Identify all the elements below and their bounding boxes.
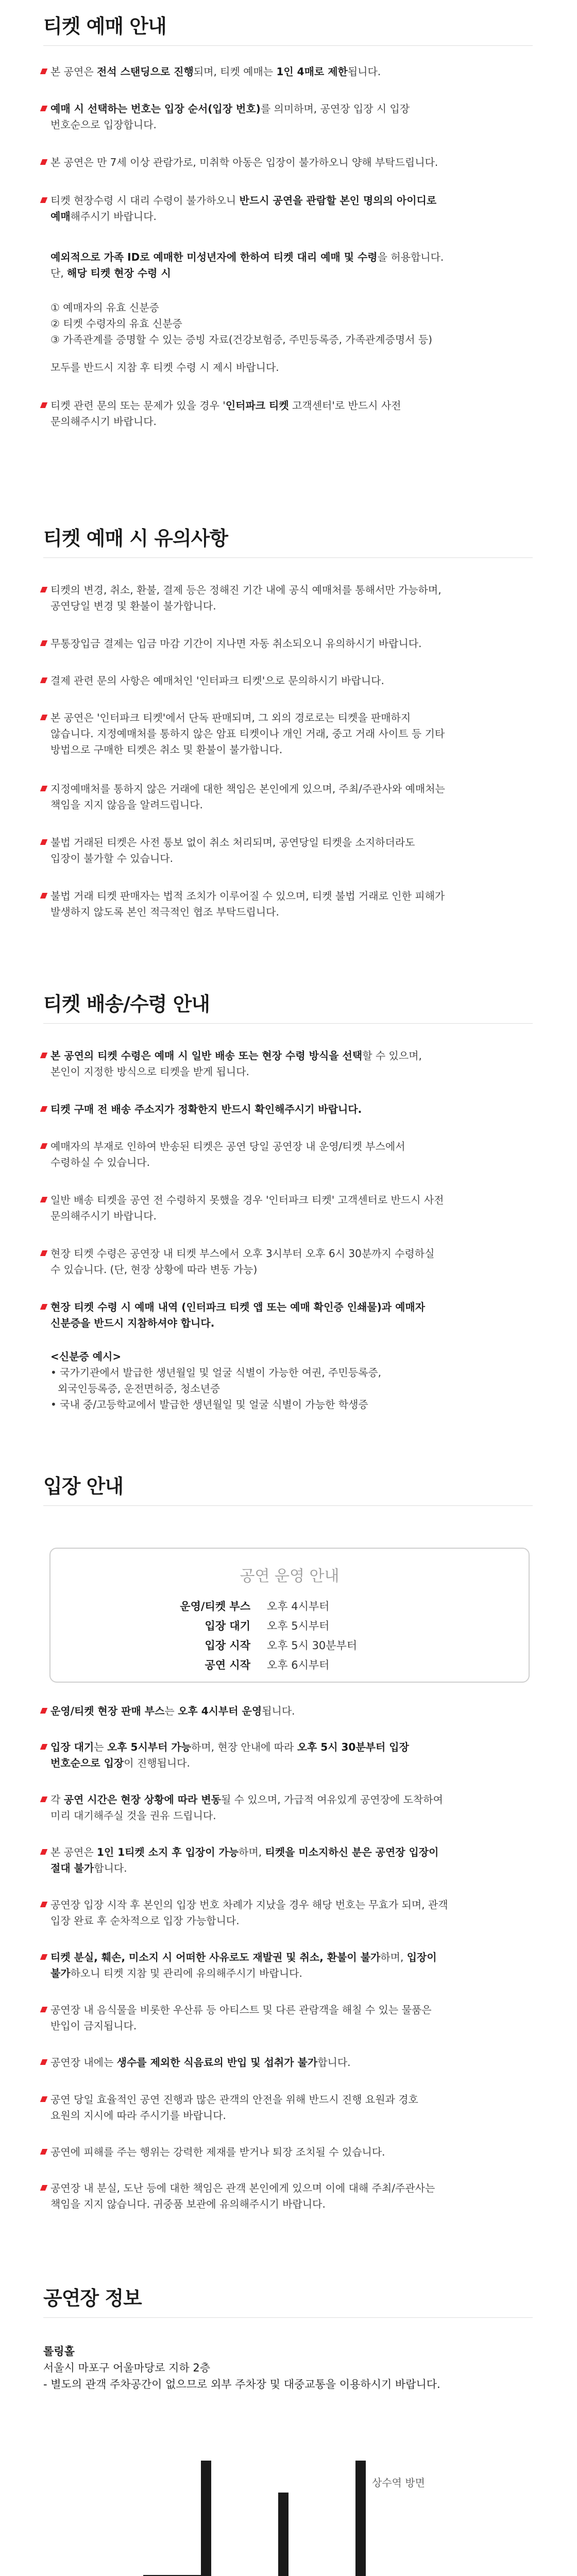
list-item: 각 공연 시간은 현장 상황에 따라 변동될 수 있으며, 가급적 여유있게 공연장에 도착하여 미리 대기해주실 것을 권유 드립니다.	[50, 1792, 535, 1824]
list-item: 불법 거래된 티켓은 사전 통보 없이 취소 처리되며, 공연당일 티켓을 소지하더라도 입장이 불가할 수 있습니다.	[50, 835, 535, 867]
list-item: 지정예매처를 통하지 않은 거래에 대한 책임은 본인에게 있으며, 주최/주관사와 예매처는 책임을 지지 않음을 알려드립니다.	[50, 781, 535, 813]
list-item: 무통장입금 결제는 입금 마감 기간이 지나면 자동 취소되오니 유의하시기 바랍니다.	[50, 636, 535, 652]
bullet-icon	[40, 786, 47, 791]
bullet-icon	[40, 1143, 47, 1149]
list-item: 본 공연은 '인터파크 티켓'에서 단독 판매되며, 그 외의 경로로는 티켓을 판매하지 않습니다. 지정예매처를 통하지 않은 암표 티켓이나 개인 거래, 중고 거래 사이트 등 기타 방법으로 구매한 티켓은 취소 및 환불이 불가합니다.	[50, 710, 535, 758]
venue-note: - 별도의 관객 주차공간이 없으므로 외부 주차장 및 대중교통을 이용하시기 바랍니다.	[43, 2378, 440, 2391]
list-item: 본 공연은 만 7세 이상 관람가로, 미취학 아동은 입장이 불가하오니 양해 부탁드립니다.	[50, 155, 535, 171]
list-item: 공연장 내 분실, 도난 등에 대한 책임은 관객 본인에게 있으며 이에 대해 주최/주관사는 책임을 지지 않습니다. 귀중품 보관에 유의해주시기 바랍니다.	[50, 2180, 535, 2212]
list-item: 불법 거래 티켓 판매자는 법적 조치가 이루어질 수 있으며, 티켓 불법 거래로 인한 피해가 발생하지 않도록 본인 적극적인 협조 부탁드립니다.	[50, 888, 535, 920]
bullet-icon	[40, 1197, 47, 1202]
list-item: 본 공연은 전석 스탠딩으로 진행되며, 티켓 예매는 1인 4매로 제한됩니다.	[50, 64, 535, 80]
bullet-icon	[40, 1744, 47, 1750]
bullet-icon	[40, 893, 47, 899]
list-item: ① 예매자의 유효 신분증 ② 티켓 수령자의 유효 신분증 ③ 가족관계를 증명할 수 있는 증빙 자료(건강보험증, 주민등록증, 가족관계증명서 등)	[50, 301, 433, 346]
bullet-icon	[40, 2096, 47, 2102]
list-item: 공연 당일 효율적인 공연 진행과 많은 관객의 안전을 위해 반드시 진행 요원과 경호 요원의 지시에 따라 주시기를 바랍니다.	[50, 2092, 535, 2124]
list-item: 현장 티켓 수령은 공연장 내 티켓 부스에서 오후 3시부터 오후 6시 30분까지 수령하실 수 있습니다. (단, 현장 상황에 따라 변동 가능)	[50, 1246, 535, 1278]
bullet-icon	[40, 587, 47, 592]
bullet-icon	[40, 1708, 47, 1714]
list-item: 공연장 입장 시작 후 본인의 입장 번호 차례가 지났을 경우 해당 번호는 무효가 되며, 관객 입장 완료 후 순차적으로 입장 가능합니다.	[50, 1897, 535, 1929]
list-item: 공연장 내에는 생수를 제외한 식음료의 반입 및 섭취가 불가합니다.	[50, 2055, 535, 2071]
bullet-icon	[40, 677, 47, 683]
bullet-icon	[40, 1954, 47, 1960]
bullet-icon	[40, 2007, 47, 2012]
divider	[43, 1505, 533, 1506]
list-item: 티켓 분실, 훼손, 미소지 시 어떠한 사유로도 재발권 및 취소, 환불이 불가하며, 입장이 불가하오니 티켓 지참 및 관리에 유의해주시기 바랍니다.	[50, 1950, 535, 1981]
divider	[43, 2317, 533, 2318]
bullet-icon	[40, 1053, 47, 1058]
bullet-icon	[40, 1797, 47, 1802]
list-item: 현장 티켓 수령 시 예매 내역 (인터파크 티켓 앱 또는 예매 확인증 인쇄물)과 예매자 신분증을 반드시 지참하셔야 합니다.	[50, 1299, 535, 1331]
bullet-icon	[40, 2059, 47, 2065]
divider	[43, 1023, 533, 1024]
list-item: 티켓 관련 문의 또는 문제가 있을 경우 '인터파크 티켓 고객센터'로 반드시 사전 문의해주시기 바랍니다.	[50, 398, 535, 430]
bullet-icon	[40, 69, 47, 74]
bullet-icon	[40, 402, 47, 408]
list-item: 예외적으로 가족 ID로 예매한 미성년자에 한하여 티켓 대리 예매 및 수령을 허용합니다. 단, 해당 티켓 현장 수령 시	[50, 251, 444, 279]
list-item: 입장 대기는 오후 5시부터 가능하며, 현장 안내에 따라 오후 5시 30분부터 입장 번호순으로 입장이 진행됩니다.	[50, 1739, 535, 1771]
section-title-venue: 공연장 정보	[43, 2287, 142, 2310]
section-title-booking: 티켓 예매 안내	[43, 15, 166, 38]
list-item: 티켓의 변경, 취소, 환불, 결제 등은 정해진 기간 내에 공식 예매처를 통해서만 가능하며, 공연당일 변경 및 환불이 불가합니다.	[50, 582, 535, 614]
venue-info	[43, 2343, 440, 2393]
bullet-icon	[40, 106, 47, 111]
bullet-icon	[40, 1250, 47, 1256]
list-item: 공연장 내 음식물을 비롯한 우산류 등 아티스트 및 다른 관람객을 해칠 수 있는 물품은 반입이 금지됩니다.	[50, 2002, 535, 2034]
map-top-label: 상수역 방면	[372, 2477, 425, 2489]
bullet-icon	[40, 2185, 47, 2191]
list-item: 운영/티켓 현장 판매 부스는 오후 4시부터 운영됩니다.	[50, 1703, 535, 1719]
list-item: <신분증 예시> • 국가기관에서 발급한 생년월일 및 얼굴 식별이 가능한 여권, 주민등록증, 외국인등록증, 운전면허증, 청소년증 • 국내 중/고등학교에서 발급한 생년월일 및 얼굴 식별이 가능한 학생증	[50, 1350, 382, 1411]
schedule-box: 공연 운영 안내 운영/티켓 부스 오후 4시부터 입장 대기 오후 5시부터 입장 시작 오후 5시 30분부터 공연 시작 오후 6시부터	[49, 1548, 530, 1683]
section-title-entry: 입장 안내	[43, 1475, 124, 1498]
list-item: 본 공연은 1인 1티켓 소지 후 입장이 가능하며, 티켓을 미소지하신 분은 공연장 입장이 절대 불가합니다.	[50, 1844, 535, 1876]
section-title-delivery: 티켓 배송/수령 안내	[43, 993, 210, 1015]
list-item: 본 공연의 티켓 수령은 예매 시 일반 배송 또는 현장 수령 방식을 선택할 수 있으며, 본인이 지정한 방식으로 티켓을 받게 됩니다.	[50, 1048, 535, 1080]
list-item: 일반 배송 티켓을 공연 전 수령하지 못했을 경우 '인터파크 티켓' 고객센터로 반드시 사전 문의해주시기 바랍니다.	[50, 1192, 535, 1224]
divider	[43, 45, 533, 46]
venue-name: 롤링홀	[43, 2345, 75, 2358]
list-item: 티켓 현장수령 시 대리 수령이 불가하오니 반드시 공연을 관람할 본인 명의의 아이디로 예매해주시기 바랍니다.	[50, 193, 535, 225]
bullet-icon	[40, 640, 47, 646]
section-title-caution: 티켓 예매 시 유의사항	[43, 527, 228, 550]
bullet-icon	[40, 839, 47, 845]
bullet-icon	[40, 715, 47, 720]
bullet-icon	[40, 1849, 47, 1855]
list-item: 티켓 구매 전 배송 주소지가 정확한지 반드시 확인해주시기 바랍니다.	[50, 1101, 535, 1117]
bullet-icon	[40, 1106, 47, 1112]
list-item: 예매 시 선택하는 번호는 입장 순서(입장 번호)를 의미하며, 공연장 입장 시 입장 번호순으로 입장합니다.	[50, 101, 535, 133]
venue-map	[0, 2421, 577, 2576]
venue-address: 서울시 마포구 어울마당로 지하 2층	[43, 2362, 211, 2374]
bullet-icon	[40, 159, 47, 165]
list-item: 공연에 피해를 주는 행위는 강력한 제재를 받거나 퇴장 조치될 수 있습니다.	[50, 2144, 535, 2160]
bullet-icon	[40, 197, 47, 203]
list-item: 모두를 반드시 지참 후 티켓 수령 시 제시 바랍니다.	[50, 361, 279, 374]
bullet-icon	[40, 1902, 47, 1907]
list-item: 결제 관련 문의 사항은 예매처인 '인터파크 티켓'으로 문의하시기 바랍니다.	[50, 673, 535, 689]
list-item: 예매자의 부재로 인하여 반송된 티켓은 공연 당일 공연장 내 운영/티켓 부스에서 수령하실 수 있습니다.	[50, 1139, 535, 1171]
schedule-box-title: 공연 운영 안내	[240, 1567, 340, 1585]
bullet-icon	[40, 2149, 47, 2155]
divider	[43, 557, 533, 558]
bullet-icon	[40, 1304, 47, 1310]
